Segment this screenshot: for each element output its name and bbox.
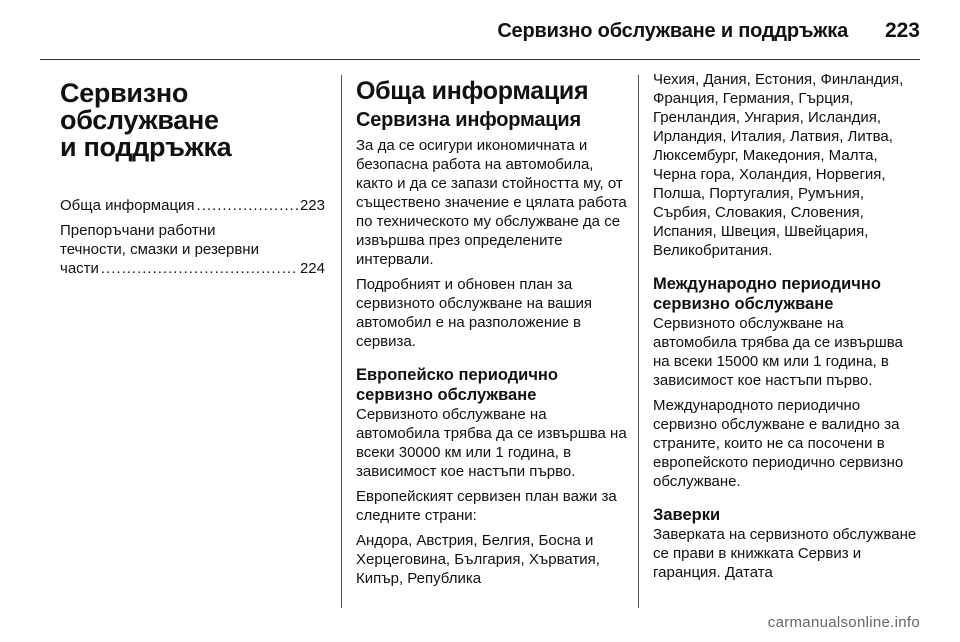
subsection-title: Международно периодично сервизно обслужване <box>653 275 881 313</box>
paragraph: Заверката на сервизното обслужване се прави в книжката Сервиз и гаранция. Датата <box>653 526 917 581</box>
toc-entry-page: 223 <box>299 197 325 214</box>
section-title: Обща информация <box>356 77 589 105</box>
running-header-title: Сервизно обслужване и поддръжка <box>497 20 848 42</box>
paragraph: Андора, Австрия, Белгия, Босна и Херцеговина, България, Хърватия, Кипър, Република <box>356 532 600 587</box>
content-column-2 <box>356 68 628 594</box>
paragraph: Подробният и обновен план за сервизното обслужване на вашия автомобил е на разположение в сервиза. <box>356 276 593 350</box>
chapter-title-line: Сервизно <box>60 78 189 108</box>
toc-leader-dots <box>101 259 298 278</box>
toc-entry-text: течности, смазки и резервни <box>60 241 259 258</box>
paragraph: Международното периодично сервизно обслужване е валидно за страните, които не са посочени в европейското периодично сервизно обслужване. <box>653 397 904 490</box>
chapter-title <box>60 80 325 161</box>
watermark: carmanualsonline.info <box>767 614 920 631</box>
chapter-title-line: обслужване <box>60 105 219 135</box>
toc-entry-text: Препоръчани работни <box>60 222 216 239</box>
column-divider-1 <box>341 75 342 608</box>
paragraph: Сервизното обслужване на автомобила трябва да се извършва на всеки 30000 км или 1 година, в зависимост кое настъпи първо. <box>356 406 627 480</box>
page-number: 223 <box>884 19 920 42</box>
table-of-contents <box>60 196 325 278</box>
chapter-title-line: и поддръжка <box>60 132 232 162</box>
paragraph: Чехия, Дания, Естония, Финландия, Франция, Германия, Гърция, Гренландия, Унгария, Исландия, Ирландия, Италия, Латвия, Литва, Люксембург, Македония, Малта, Черна гора, Холандия, Норвегия, Полша, Португалия, Румъния, Сърбия, Словакия, Словения, Испания, Швеция, Швейцария, Великобритания. <box>653 71 904 259</box>
column-divider-2 <box>638 75 639 608</box>
page-header <box>0 0 960 60</box>
toc-leader-dots <box>197 196 298 215</box>
paragraph: За да се осигури икономичната и безопасна работа на автомобила, както и да се запази стойността му, от съществено значение е цялата работа по техническото му обслужване да се извършва през определените интервали. <box>356 137 627 268</box>
subsection-title: Европейско периодично сервизно обслужване <box>356 366 558 404</box>
header-divider <box>40 59 920 60</box>
toc-entry-text: Обща информация <box>60 197 195 214</box>
toc-entry-text: части <box>60 260 99 277</box>
paragraph: Европейският сервизен план важи за следните страни: <box>356 488 617 524</box>
toc-entry[interactable] <box>60 196 325 215</box>
chapter-column <box>60 68 325 278</box>
subsection-title: Сервизна информация <box>356 109 581 131</box>
content-column-3 <box>653 68 923 588</box>
subsection-title: Заверки <box>653 506 721 524</box>
toc-entry[interactable] <box>60 221 325 278</box>
toc-entry-page: 224 <box>299 260 325 277</box>
paragraph: Сервизното обслужване на автомобила трябва да се извършва на всеки 15000 км или 1 година, в зависимост кое настъпи първо. <box>653 315 903 389</box>
